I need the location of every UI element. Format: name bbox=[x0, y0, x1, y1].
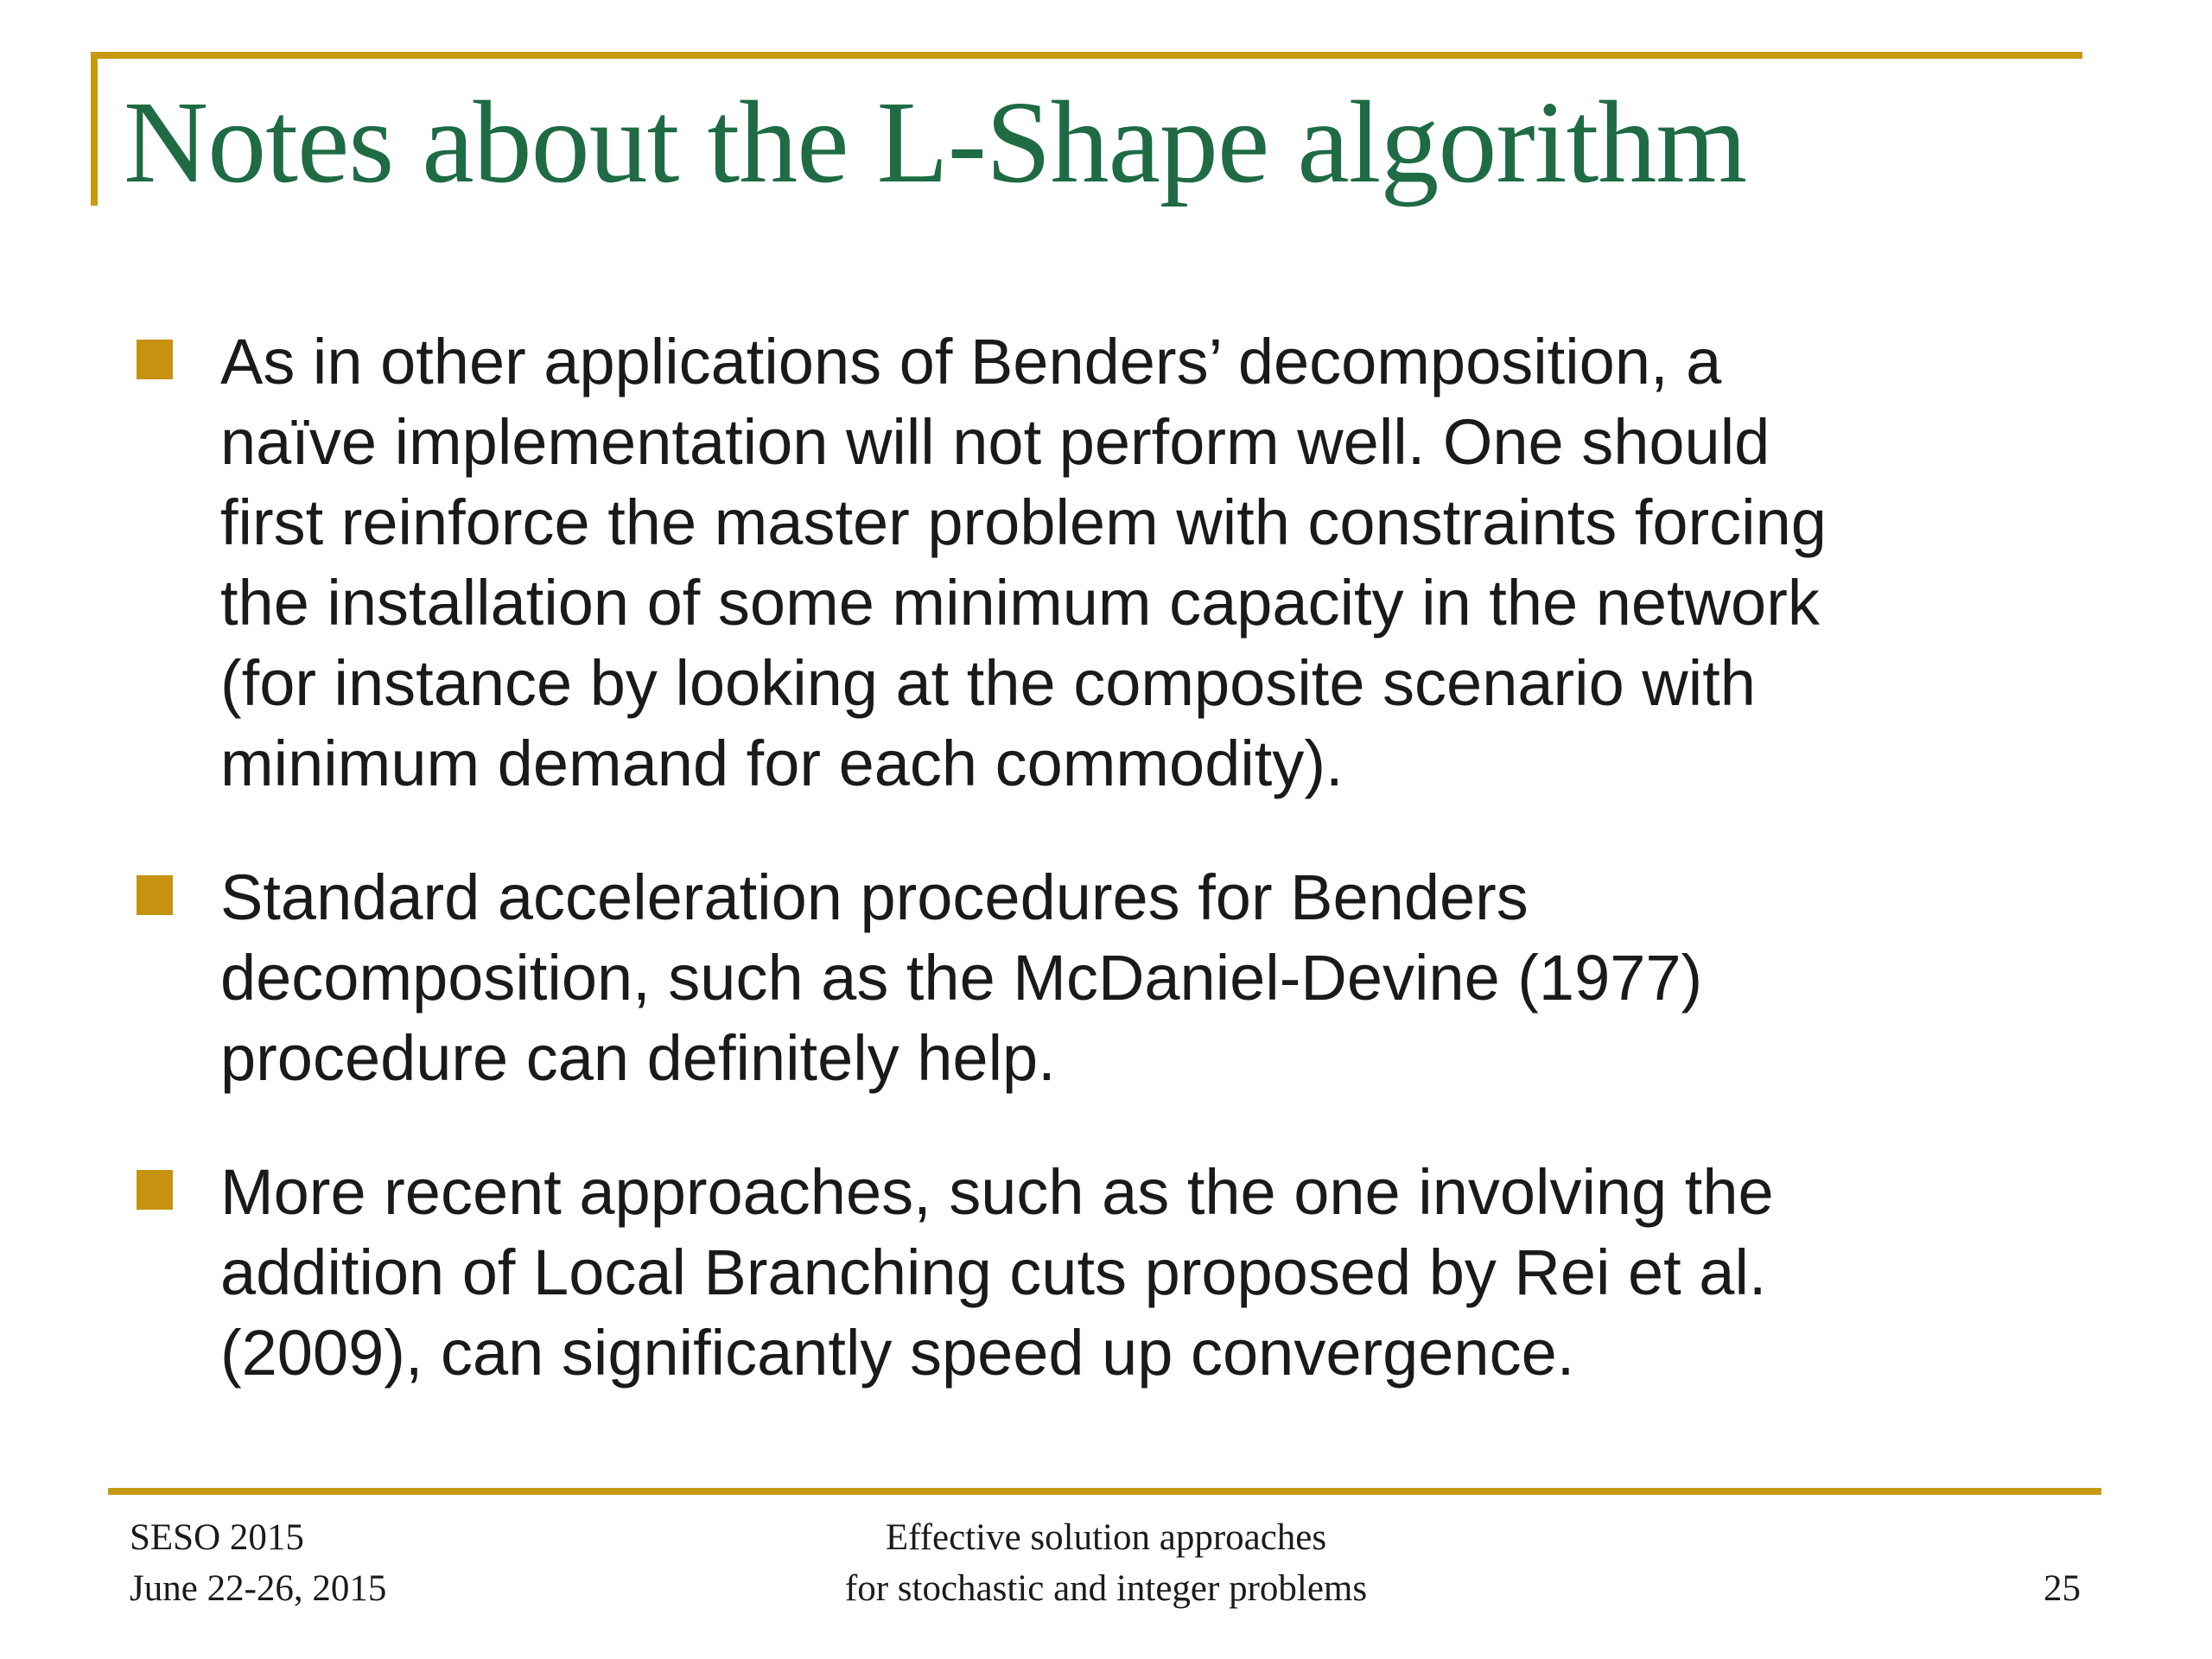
conference-name: SESO 2015 bbox=[130, 1517, 304, 1558]
footer-divider-line bbox=[108, 1488, 2101, 1495]
bullet-line: (2009), can significantly speed up convergence. bbox=[220, 1317, 1575, 1389]
bullet-square-icon bbox=[137, 340, 173, 379]
bullet-line: As in other applications of Benders’ decomposition, a bbox=[220, 326, 1722, 397]
bullet-item-2 bbox=[137, 857, 2167, 1098]
bullet-line: More recent approaches, such as the one involving the bbox=[220, 1156, 1774, 1228]
bullet-text-2 bbox=[220, 857, 1702, 1098]
footer-conference-block bbox=[130, 1512, 386, 1614]
bullet-square-icon bbox=[137, 1170, 173, 1210]
footer-page-number: 25 bbox=[2044, 1568, 2081, 1609]
presentation-title-line1: Effective solution approaches bbox=[885, 1517, 1327, 1558]
bullet-text-3 bbox=[220, 1152, 1774, 1393]
slide-title: Notes about the L-Shape algorithm bbox=[124, 78, 1747, 207]
bullet-list bbox=[137, 321, 2167, 1446]
title-accent-line-top bbox=[91, 52, 2082, 59]
bullet-line: procedure can definitely help. bbox=[220, 1022, 1056, 1094]
bullet-line: addition of Local Branching cuts proposed by Rei et al. bbox=[220, 1236, 1767, 1308]
bullet-text-1 bbox=[220, 321, 1827, 804]
bullet-line: (for instance by looking at the composite scenario with bbox=[220, 647, 1756, 719]
bullet-line: decomposition, such as the McDaniel-Devine (1977) bbox=[220, 942, 1703, 1014]
bullet-line: Standard acceleration procedures for Benders bbox=[220, 861, 1529, 933]
bullet-line: the installation of some minimum capacity in the network bbox=[220, 567, 1820, 639]
bullet-item-3 bbox=[137, 1152, 2167, 1393]
conference-dates: June 22-26, 2015 bbox=[130, 1568, 387, 1609]
bullet-line: naïve implementation will not perform well. One should bbox=[220, 406, 1770, 478]
footer-presentation-title bbox=[845, 1512, 1367, 1614]
bullet-line: first reinforce the master problem with constraints forcing bbox=[220, 486, 1827, 558]
presentation-title-line2: for stochastic and integer problems bbox=[844, 1568, 1368, 1609]
bullet-item-1 bbox=[137, 321, 2167, 804]
title-accent-line-left bbox=[91, 52, 98, 206]
bullet-square-icon bbox=[137, 875, 173, 915]
bullet-line: minimum demand for each commodity). bbox=[220, 728, 1344, 799]
